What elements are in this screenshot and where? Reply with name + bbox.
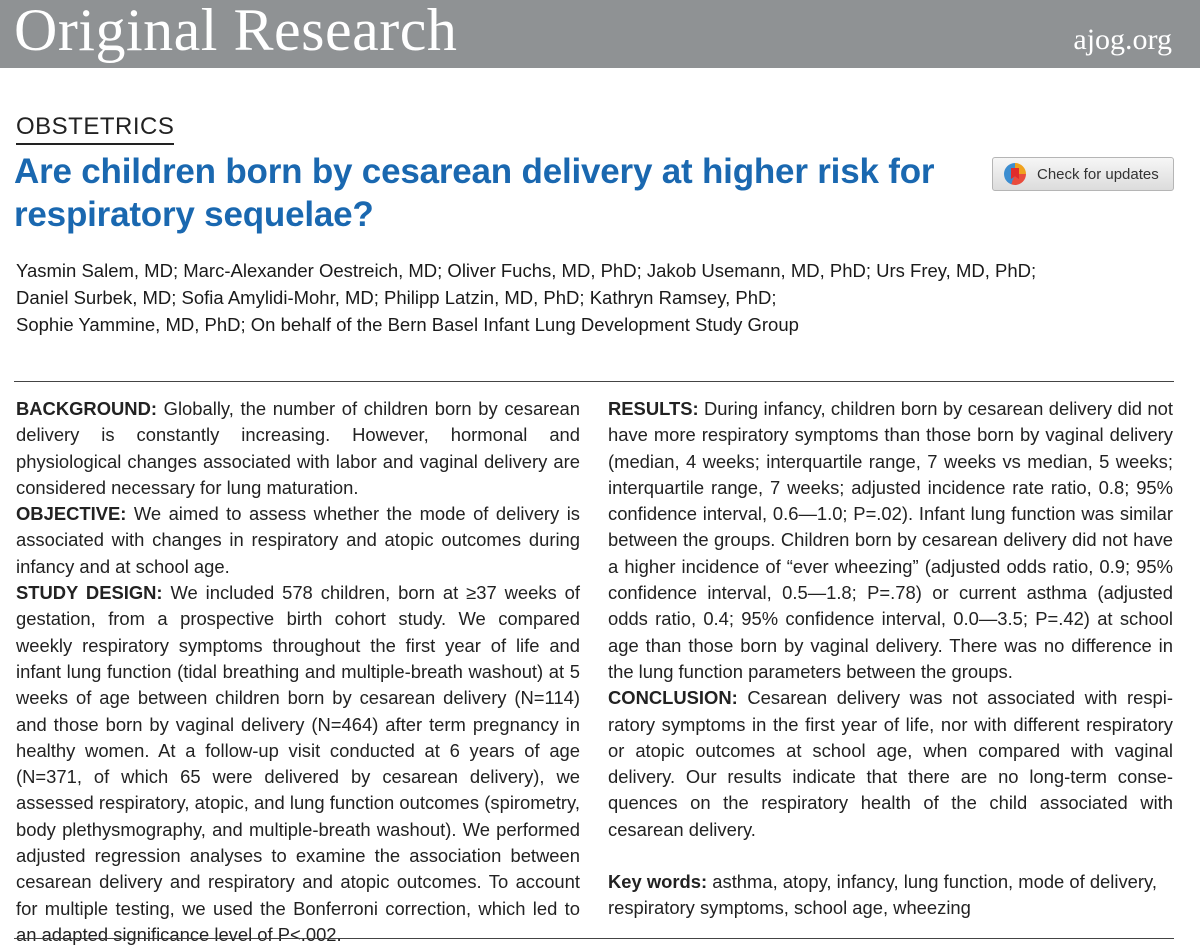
author-line: Daniel Surbek, MD; Sofia Amylidi-Mohr, MD; Philipp Latzin, MD, PhD; Kathryn Ramsey, PhD;: [16, 287, 777, 308]
section-title: Original Research: [14, 0, 458, 63]
abstract-conclusion: [608, 685, 1173, 843]
objective-label: OBJECTIVE:: [16, 503, 127, 525]
key-words-text: asthma, atopy, infancy, lung function, mode of delivery, respiratory symptoms, school age, wheezing: [608, 871, 1157, 919]
article-title: Are children born by cesarean delivery at higher risk for respiratory sequelae?: [14, 152, 935, 234]
abstract-top-rule: [14, 381, 1174, 382]
abstract-right-column: [608, 396, 1173, 922]
objective-text: We aimed to assess whether the mode of delivery is associated with changes in respiratory and atopic outcomes during infancy and at school age.: [16, 503, 580, 577]
conclusion-label: CONCLUSION:: [608, 687, 738, 709]
crossmark-icon: [1004, 163, 1026, 185]
abstract-bottom-rule: [14, 938, 1174, 939]
conclusion-text: Cesarean delivery was not associated with respiratory symptoms in the first year of life, nor with different respiratory or atopic outcomes at school age, when compared with vaginal delivery. Our results indicate that there are no long-term consequences on the respiratory health of the child associated with cesarean delivery.: [608, 687, 1173, 840]
journal-header-bar: [0, 0, 1200, 68]
check-for-updates-label: Check for updates: [1037, 165, 1159, 183]
abstract-objective: [16, 501, 580, 580]
key-words: [608, 869, 1173, 922]
results-text: During infancy, children born by cesarean delivery did not have more respiratory symptoms than those born by vaginal delivery (median, 4 weeks; interquartile range, 7 weeks vs median, 5 weeks; interquartile range, 7 weeks; adjusted incidence rate ratio, 0.8; 95% confidence interval, 0.6—1.0; P=.02). Infant lung function was similar between the groups. Children born by cesarean delivery did not have a higher incidence of “ever wheezing” (adjusted odds ratio, 0.9; 95% confidence interval, 0.5—1.8; P=.78) or current asthma (adjusted odds ratio, 0.4; 95% confidence interval, 0.0—3.5; P=.42) at school age than those born by vaginal delivery. There was no difference in the lung function parameters between the groups.: [608, 398, 1173, 682]
author-list: [16, 257, 1186, 338]
author-line: Yasmin Salem, MD; Marc-Alexander Oestreich, MD; Oliver Fuchs, MD, PhD; Jakob Usemann, MD, PhD; Urs Frey, MD, PhD;: [16, 260, 1037, 281]
background-text: Globally, the number of children born by cesarean delivery is constantly increasing. However, hormonal and physiological changes associated with labor and vaginal delivery are considered necessary for lung maturation.: [16, 398, 580, 498]
key-words-label: Key words:: [608, 871, 708, 893]
abstract-left-column: [16, 396, 580, 948]
abstract-background: [16, 396, 580, 501]
abstract-study-design: [16, 580, 580, 948]
background-label: BACKGROUND:: [16, 398, 157, 419]
author-line: Sophie Yammine, MD, PhD; On behalf of the Bern Basel Infant Lung Development Study Group: [16, 314, 799, 335]
check-for-updates-button[interactable]: [992, 157, 1174, 191]
study-design-label: STUDY DESIGN:: [16, 582, 163, 604]
article-category: OBSTETRICS: [16, 112, 174, 145]
results-label: RESULTS:: [608, 398, 699, 419]
journal-site-link[interactable]: ajog.org: [1073, 23, 1172, 56]
study-design-text: We included 578 children, born at ≥37 weeks of gestation, from a prospective birth cohort study. We compared weekly respiratory symptoms throughout the first year of life and infant lung function (tidal breathing and multiple-breath washout) at 5 weeks of age between children born by cesarean delivery (N=114) and those born by vaginal delivery (N=464) after term pregnancy in healthy women. At a follow-up visit conducted at 6 years of age (N=371, of which 65 were delivered by cesarean delivery), we assessed respiratory, atopic, and lung function outcomes (spirometry, body plethysmography, and multiple-breath washout). We performed adjusted regression analyses to examine the association between cesarean delivery and respiratory and atopic outcomes. To account for multiple testing, we used the Bonferroni correction, which led to an adapted significance level of P<.002.: [16, 582, 580, 945]
abstract-results: [608, 396, 1173, 685]
